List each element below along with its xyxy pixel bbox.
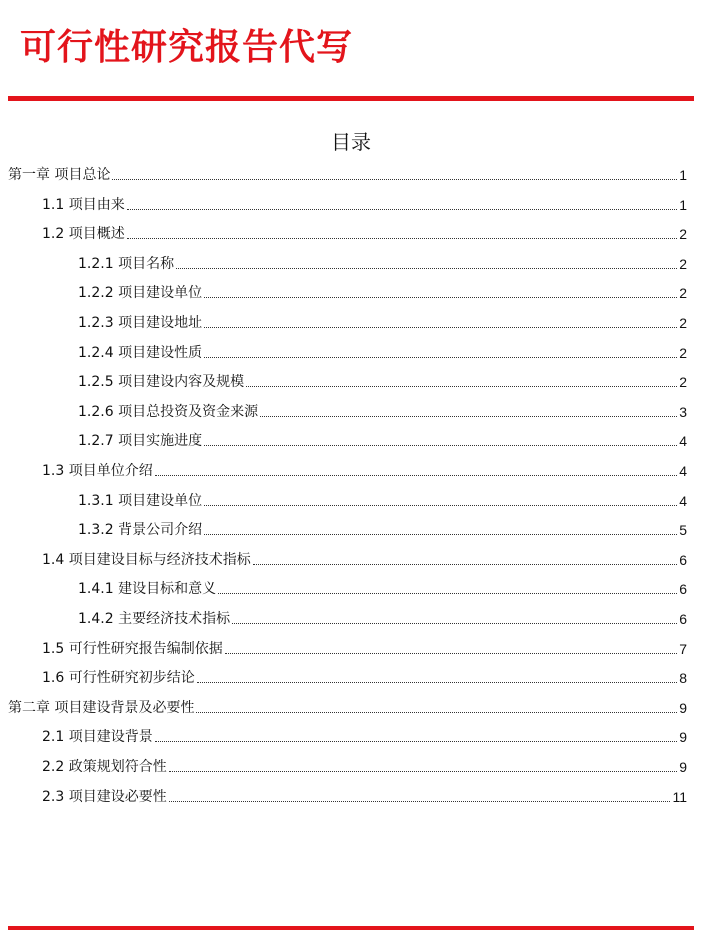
toc-entry-page-number: 4 xyxy=(679,463,687,479)
toc-entry-label: 1.3.2 背景公司介绍 xyxy=(78,522,203,539)
toc-entry[interactable] xyxy=(42,752,687,776)
toc-entry-label: 1.2.7 项目实施进度 xyxy=(78,433,203,450)
toc-entry[interactable] xyxy=(42,190,687,214)
toc-dot-leader xyxy=(155,474,677,476)
toc-entry-label: 1.2.1 项目名称 xyxy=(78,255,175,272)
toc-dot-leader xyxy=(155,740,677,742)
toc-entry-label: 2.2 政策规划符合性 xyxy=(42,759,167,775)
toc-dot-leader xyxy=(112,178,677,180)
header-divider xyxy=(8,96,694,101)
toc-entry-page-number: 1 xyxy=(679,167,687,183)
toc-entry[interactable] xyxy=(78,426,687,450)
toc-entry-label: 2.3 项目建设必要性 xyxy=(42,788,167,805)
toc-entry-label: 1.2.5 项目建设内容及规模 xyxy=(78,374,245,391)
toc-dot-leader xyxy=(204,533,677,535)
toc-entry-label: 1.4.2 主要经济技术指标 xyxy=(78,611,231,627)
toc-entry-label: 1.3.1 项目建设单位 xyxy=(78,492,203,509)
toc-dot-leader xyxy=(246,385,677,387)
toc-entry[interactable] xyxy=(42,663,687,687)
footer-divider xyxy=(8,926,694,930)
toc-entry-label: 2.1 项目建设背景 xyxy=(42,729,153,746)
toc-dot-leader xyxy=(196,711,677,713)
toc-entry-page-number: 2 xyxy=(679,374,687,391)
toc-entry[interactable] xyxy=(78,367,687,391)
toc-dot-leader xyxy=(253,563,677,565)
toc-dot-leader xyxy=(204,326,677,328)
toc-entry-label: 1.4.1 建设目标和意义 xyxy=(78,581,217,598)
toc-entry-page-number: 9 xyxy=(679,699,687,716)
toc-title: 目录 xyxy=(331,130,371,154)
toc-entry[interactable] xyxy=(8,160,687,184)
toc-entry[interactable] xyxy=(78,249,687,273)
toc-entry[interactable] xyxy=(42,782,687,806)
toc-entry-page-number: 1 xyxy=(679,196,687,213)
toc-entry-page-number: 6 xyxy=(679,551,687,568)
toc-entry[interactable] xyxy=(78,338,687,362)
toc-entry-page-number: 8 xyxy=(679,670,687,687)
toc-dot-leader xyxy=(127,208,677,210)
toc-entry[interactable] xyxy=(42,456,687,480)
toc-entry[interactable] xyxy=(78,397,687,421)
toc-entry-label: 1.2.2 项目建设单位 xyxy=(78,285,203,302)
toc-dot-leader xyxy=(232,622,677,624)
toc-entry-label: 1.6 可行性研究初步结论 xyxy=(42,670,195,687)
toc-dot-leader xyxy=(169,770,677,772)
toc-dot-leader xyxy=(204,444,677,446)
toc-entry-page-number: 4 xyxy=(679,433,687,450)
document-header-title: 可行性研究报告代写 xyxy=(20,27,354,68)
toc-dot-leader xyxy=(127,237,677,239)
toc-dot-leader xyxy=(218,592,677,594)
toc-entry-label: 1.2 项目概述 xyxy=(42,226,125,243)
toc-entry-label: 1.3 项目单位介绍 xyxy=(42,463,153,479)
toc-entry-label: 1.4 项目建设目标与经济技术指标 xyxy=(42,551,251,568)
toc-dot-leader xyxy=(225,652,677,654)
toc-dot-leader xyxy=(204,356,677,358)
toc-entry-page-number: 7 xyxy=(679,640,687,657)
toc-entry-label: 1.2.6 项目总投资及资金来源 xyxy=(78,403,259,420)
toc-entry[interactable] xyxy=(8,693,687,717)
toc-dot-leader xyxy=(197,681,677,683)
toc-entry-page-number: 2 xyxy=(679,226,687,243)
toc-entry-page-number: 2 xyxy=(679,285,687,302)
toc-entry[interactable] xyxy=(42,634,687,658)
toc-entry-page-number: 5 xyxy=(679,522,687,539)
toc-entry-label: 1.5 可行性研究报告编制依据 xyxy=(42,640,223,657)
toc-entry-label: 1.2.4 项目建设性质 xyxy=(78,344,203,361)
toc-entry-label: 1.2.3 项目建设地址 xyxy=(78,315,203,331)
toc-dot-leader xyxy=(204,296,677,298)
toc-dot-leader xyxy=(169,800,671,802)
toc-entry[interactable] xyxy=(42,545,687,569)
toc-entry-label: 1.1 项目由来 xyxy=(42,196,125,213)
toc-dot-leader xyxy=(204,504,677,506)
toc-entry-page-number: 6 xyxy=(679,581,687,598)
toc-entry-page-number: 11 xyxy=(672,788,687,805)
toc-entry[interactable] xyxy=(78,486,687,510)
toc-entry[interactable] xyxy=(78,604,687,628)
toc-dot-leader xyxy=(176,267,677,269)
toc-entry-label: 第一章 项目总论 xyxy=(8,167,111,183)
toc-entry[interactable] xyxy=(78,515,687,539)
toc-dot-leader xyxy=(260,415,677,417)
toc-entry-page-number: 3 xyxy=(679,403,687,420)
toc-entry[interactable] xyxy=(78,308,687,332)
toc-entry-page-number: 2 xyxy=(679,344,687,361)
toc-entry-label: 第二章 项目建设背景及必要性 xyxy=(8,699,195,716)
toc-entry-page-number: 9 xyxy=(679,729,687,746)
toc-entry-page-number: 2 xyxy=(679,255,687,272)
toc-entry-page-number: 4 xyxy=(679,492,687,509)
toc-entry-page-number: 2 xyxy=(679,315,687,331)
toc-entry[interactable] xyxy=(78,278,687,302)
toc-entry-page-number: 9 xyxy=(679,759,687,775)
toc-entry-page-number: 6 xyxy=(679,611,687,627)
toc-entry[interactable] xyxy=(42,219,687,243)
toc-entry[interactable] xyxy=(78,574,687,598)
toc-entry[interactable] xyxy=(42,722,687,746)
